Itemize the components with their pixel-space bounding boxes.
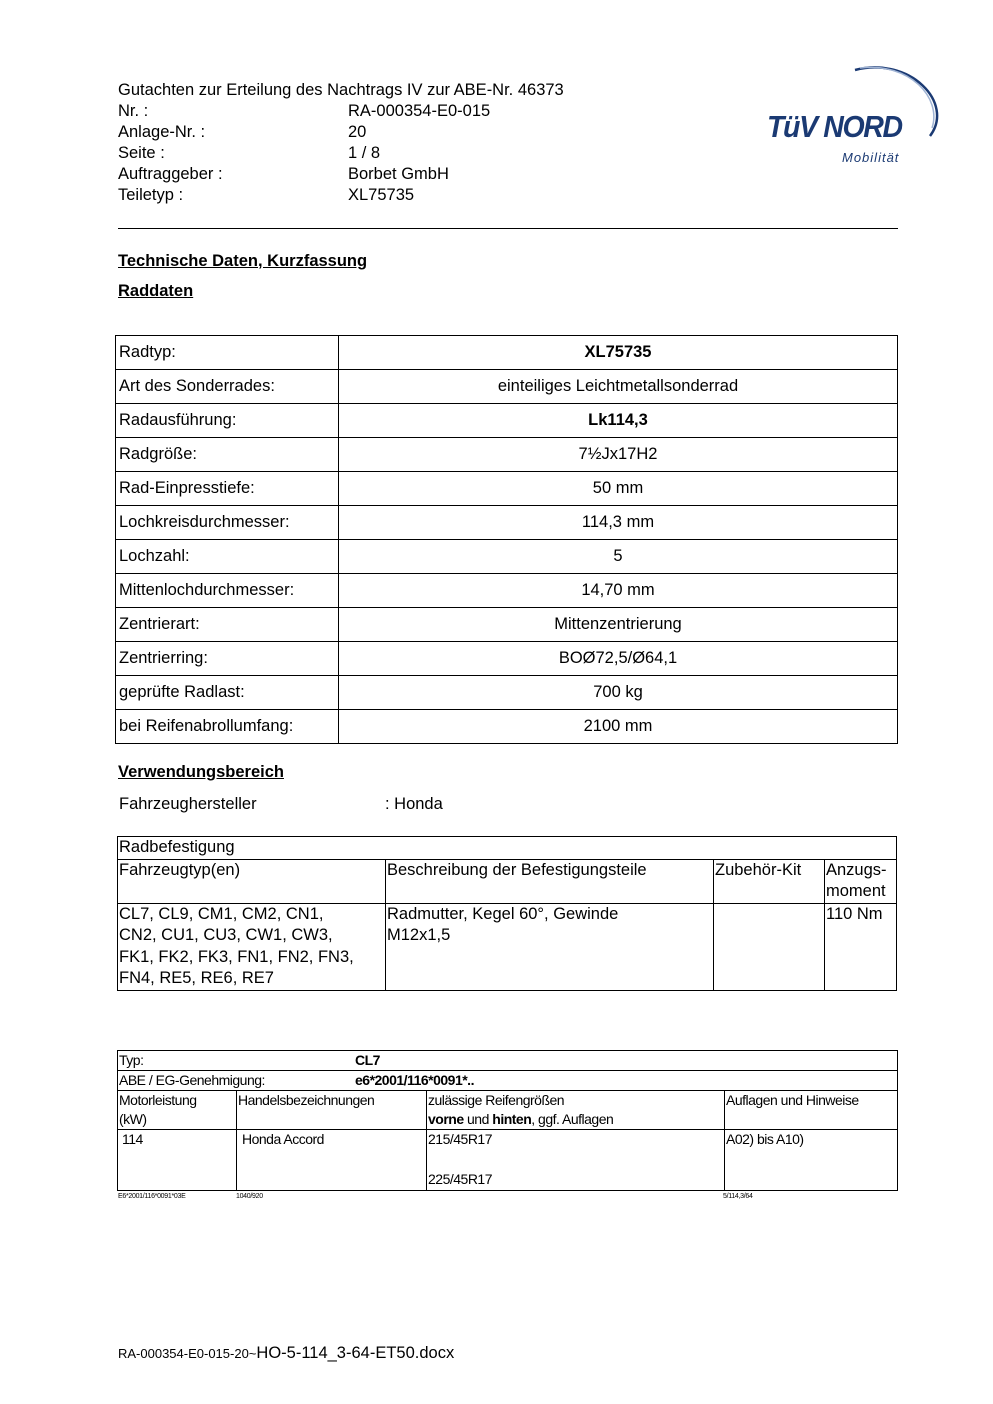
raddaten-table bbox=[115, 335, 898, 744]
header-value-seite: 1 / 8 bbox=[348, 144, 381, 162]
table-row bbox=[116, 540, 898, 574]
table-row bbox=[118, 1051, 898, 1071]
typ-label: Typ: bbox=[119, 1052, 144, 1068]
reifen-spacer bbox=[428, 1149, 723, 1170]
reifen-line: 215/45R17 bbox=[428, 1131, 493, 1147]
header-anzugsmoment bbox=[825, 859, 897, 903]
header-motorleistung bbox=[118, 1091, 237, 1130]
header-anzug-line2: moment bbox=[826, 882, 886, 900]
table-row bbox=[118, 903, 897, 990]
fahrzeughersteller-value: : Honda bbox=[385, 795, 443, 813]
raddaten-label: Art des Sonderrades: bbox=[116, 370, 339, 404]
header-reifen-line1: zulässige Reifengrößen bbox=[428, 1092, 565, 1108]
header-label-seite: Seite : bbox=[118, 144, 165, 162]
raddaten-value: Lk114,3 bbox=[339, 404, 898, 438]
abe-value: e6*2001/116*0091*.. bbox=[355, 1072, 474, 1088]
raddaten-label: Zentrierring: bbox=[116, 642, 339, 676]
und-text: und bbox=[463, 1111, 493, 1127]
header-label-anlage: Anlage-Nr. : bbox=[118, 123, 206, 141]
kw-cell: 114 bbox=[118, 1130, 237, 1191]
typ-table bbox=[117, 1050, 898, 1191]
fahrzeugtypen-line: FK1, FK2, FK3, FN1, FN2, FN3, bbox=[119, 947, 354, 966]
table-row bbox=[118, 1091, 898, 1130]
header-reifengroessen bbox=[427, 1091, 725, 1130]
logo-subtitle: Mobilität bbox=[842, 150, 900, 165]
abe-label: ABE / EG-Genehmigung: bbox=[119, 1072, 265, 1088]
header-motor-line2: (kW) bbox=[119, 1111, 147, 1127]
small-note-weight: 1040/920 bbox=[236, 1193, 263, 1200]
vorne-text: vorne bbox=[428, 1111, 464, 1127]
table-row bbox=[116, 370, 898, 404]
header-handelsbezeichnungen: Handelsbezeichnungen bbox=[237, 1091, 427, 1130]
tuev-nord-logo bbox=[760, 58, 945, 173]
hinten-text: hinten bbox=[492, 1111, 532, 1127]
beschreibung-line: M12x1,5 bbox=[387, 926, 451, 944]
zubehoer-cell bbox=[714, 903, 825, 990]
fahrzeugtypen-cell bbox=[118, 903, 386, 990]
table-row bbox=[116, 506, 898, 540]
raddaten-value: Mittenzentrierung bbox=[339, 608, 898, 642]
abe-row bbox=[118, 1071, 898, 1091]
table-row bbox=[118, 1130, 898, 1191]
table-row bbox=[116, 438, 898, 472]
header-label-teiletyp: Teiletyp : bbox=[118, 186, 184, 204]
fahrzeugtypen-line: CL7, CL9, CM1, CM2, CN1, bbox=[119, 904, 324, 923]
reifen-cell bbox=[427, 1130, 725, 1191]
header-auflagen: Auflagen und Hinweise bbox=[725, 1091, 898, 1130]
raddaten-label: Radausführung: bbox=[116, 404, 339, 438]
header-reifen-line2 bbox=[428, 1110, 723, 1129]
handelsbezeichnung-cell: Honda Accord bbox=[237, 1130, 427, 1191]
footer-docname: HO-5-114_3-64-ET50.docx bbox=[256, 1344, 455, 1362]
raddaten-label: Radtyp: bbox=[116, 336, 339, 370]
header-label-nr: Nr. : bbox=[118, 102, 149, 120]
header-motor-line1: Motorleistung bbox=[119, 1092, 197, 1108]
raddaten-value: BOØ72,5/Ø64,1 bbox=[339, 642, 898, 676]
header-zubehoer: Zubehör-Kit bbox=[714, 859, 825, 903]
header-value-teiletyp: XL75735 bbox=[348, 186, 415, 204]
header-value-auftraggeber: Borbet GmbH bbox=[348, 165, 449, 183]
raddaten-value: 5 bbox=[339, 540, 898, 574]
section-verwendung-title: Verwendungsbereich bbox=[118, 763, 284, 781]
table-row bbox=[116, 676, 898, 710]
header-fahrzeugtyp: Fahrzeugtyp(en) bbox=[118, 859, 386, 903]
raddaten-label: Radgröße: bbox=[116, 438, 339, 472]
fahrzeugtypen-line: CN2, CU1, CU3, CW1, CW3, bbox=[119, 926, 333, 944]
table-row bbox=[118, 859, 897, 903]
header-beschreibung: Beschreibung der Befestigungsteile bbox=[386, 859, 714, 903]
raddaten-label: Mittenlochdurchmesser: bbox=[116, 574, 339, 608]
section-raddaten-title: Raddaten bbox=[118, 282, 194, 300]
table-row bbox=[116, 642, 898, 676]
raddaten-value: 114,3 mm bbox=[339, 506, 898, 540]
small-note-pcd: 5/114,3/64 bbox=[723, 1193, 753, 1200]
header-divider bbox=[118, 228, 898, 229]
table-row bbox=[116, 472, 898, 506]
footer-prefix: RA-000354-E0-015-20~ bbox=[118, 1346, 257, 1361]
radbefestigung-title: Radbefestigung bbox=[118, 837, 897, 860]
fahrzeughersteller-label: Fahrzeughersteller bbox=[119, 795, 257, 813]
section-technical-title: Technische Daten, Kurzfassung bbox=[118, 252, 368, 270]
header-value-anlage: 20 bbox=[348, 123, 367, 141]
reifen-line: 225/45R17 bbox=[428, 1171, 493, 1187]
raddaten-value: 50 mm bbox=[339, 472, 898, 506]
logo-brand-text: TüV NORD bbox=[767, 109, 902, 144]
fahrzeugtypen-line: FN4, RE5, RE6, RE7 bbox=[119, 969, 274, 987]
raddaten-label: bei Reifenabrollumfang: bbox=[116, 710, 339, 744]
typ-value: CL7 bbox=[355, 1052, 380, 1068]
raddaten-label: Lochkreisdurchmesser: bbox=[116, 506, 339, 540]
footer-filename bbox=[118, 1344, 454, 1363]
raddaten-value: 7½Jx17H2 bbox=[339, 438, 898, 472]
typ-row bbox=[118, 1051, 898, 1071]
raddaten-label: Zentrierart: bbox=[116, 608, 339, 642]
small-note-approval: E6*2001/116*0091*03E bbox=[118, 1193, 186, 1200]
raddaten-label: Lochzahl: bbox=[116, 540, 339, 574]
table-row bbox=[116, 336, 898, 370]
raddaten-label: geprüfte Radlast: bbox=[116, 676, 339, 710]
raddaten-value: 700 kg bbox=[339, 676, 898, 710]
table-row bbox=[116, 710, 898, 744]
table-row bbox=[116, 404, 898, 438]
report-title: Gutachten zur Erteilung des Nachtrags IV zur ABE-Nr. 46373 bbox=[118, 81, 564, 99]
raddaten-value: XL75735 bbox=[339, 336, 898, 370]
raddaten-value: einteiliges Leichtmetallsonderrad bbox=[339, 370, 898, 404]
header-value-nr: RA-000354-E0-015 bbox=[348, 102, 491, 120]
beschreibung-line: Radmutter, Kegel 60°, Gewinde bbox=[387, 904, 619, 923]
raddaten-value: 2100 mm bbox=[339, 710, 898, 744]
table-row bbox=[116, 608, 898, 642]
radbefestigung-table bbox=[117, 836, 897, 991]
auflagen-cell: A02) bis A10) bbox=[725, 1130, 898, 1191]
header-anzug-line1: Anzugs- bbox=[826, 860, 887, 879]
table-row bbox=[118, 837, 897, 860]
raddaten-value: 14,70 mm bbox=[339, 574, 898, 608]
beschreibung-cell bbox=[386, 903, 714, 990]
header-label-auftraggeber: Auftraggeber : bbox=[118, 165, 223, 183]
anzugsmoment-cell: 110 Nm bbox=[825, 903, 897, 990]
raddaten-label: Rad-Einpresstiefe: bbox=[116, 472, 339, 506]
table-row bbox=[116, 574, 898, 608]
table-row bbox=[118, 1071, 898, 1091]
auflagen-suffix-text: , ggf. Auflagen bbox=[531, 1111, 614, 1127]
